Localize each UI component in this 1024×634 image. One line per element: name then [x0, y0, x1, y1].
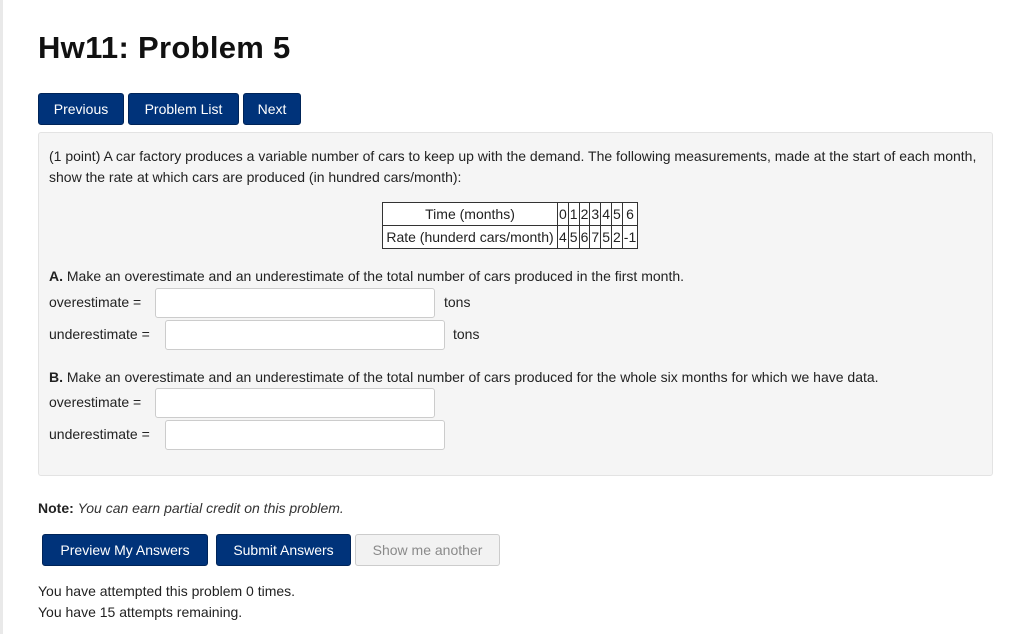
- previous-button[interactable]: Previous: [38, 93, 124, 125]
- table-cell: 5: [611, 203, 622, 226]
- next-button[interactable]: Next: [243, 93, 301, 125]
- attempts-remaining-text: You have 15 attempts remaining.: [38, 604, 243, 620]
- part-b-text: Make an overestimate and an underestimate of the total number of cars produced for the whole six months for which we have data.: [66, 369, 879, 385]
- part-a-underestimate-unit: tons: [453, 326, 480, 342]
- part-b-letter: B.: [49, 369, 63, 385]
- table-row-label: Rate (hunderd cars/month): [383, 226, 558, 249]
- submit-answers-button[interactable]: Submit Answers: [216, 534, 351, 566]
- table-cell: 4: [601, 203, 612, 226]
- problem-intro: (1 point) A car factory produces a variable number of cars to keep up with the demand. The following measurements, made at the start of each month, show the rate at which cars are produced (in hundred cars/month):: [49, 148, 977, 185]
- table-cell: 3: [590, 203, 601, 226]
- part-a-underestimate-label: underestimate =: [49, 326, 150, 342]
- part-b-overestimate-label: overestimate =: [49, 394, 142, 410]
- part-b-underestimate-label: underestimate =: [49, 426, 150, 442]
- table-cell: 6: [622, 203, 637, 226]
- table-cell: 4: [558, 226, 569, 249]
- table-row-time: [383, 203, 638, 226]
- preview-answers-button[interactable]: Preview My Answers: [42, 534, 208, 566]
- part-a-overestimate-label: overestimate =: [49, 294, 142, 310]
- part-a-overestimate-input[interactable]: [155, 288, 435, 318]
- part-a-overestimate-unit: tons: [444, 294, 471, 310]
- part-a-text: Make an overestimate and an underestimate of the total number of cars produced in the first month.: [66, 268, 685, 284]
- table-cell: 5: [601, 226, 612, 249]
- attempts-made-text: You have attempted this problem 0 times.: [38, 583, 296, 599]
- part-b-question: [49, 369, 879, 385]
- problem-panel: [38, 132, 993, 476]
- data-table: [382, 202, 638, 249]
- table-cell: -1: [622, 226, 637, 249]
- table-cell: 0: [558, 203, 569, 226]
- table-row-label: Time (months): [383, 203, 558, 226]
- part-b-underestimate-input[interactable]: [165, 420, 445, 450]
- part-a-letter: A.: [49, 268, 63, 284]
- partial-credit-note: [38, 500, 344, 516]
- table-cell: 2: [611, 226, 622, 249]
- part-b-overestimate-input[interactable]: [155, 388, 435, 418]
- part-a-underestimate-input[interactable]: [165, 320, 445, 350]
- table-cell: 7: [590, 226, 601, 249]
- table-cell: 5: [568, 226, 579, 249]
- note-label: Note:: [38, 500, 74, 516]
- part-a-question: [49, 268, 684, 284]
- page-left-edge: [0, 0, 3, 634]
- table-cell: 2: [579, 203, 590, 226]
- table-row-rate: [383, 226, 638, 249]
- problem-list-button[interactable]: Problem List: [128, 93, 239, 125]
- table-cell: 1: [568, 203, 579, 226]
- table-cell: 6: [579, 226, 590, 249]
- show-another-button[interactable]: Show me another: [355, 534, 500, 566]
- page-title: Hw11: Problem 5: [38, 30, 291, 65]
- note-text: You can earn partial credit on this problem.: [77, 500, 344, 516]
